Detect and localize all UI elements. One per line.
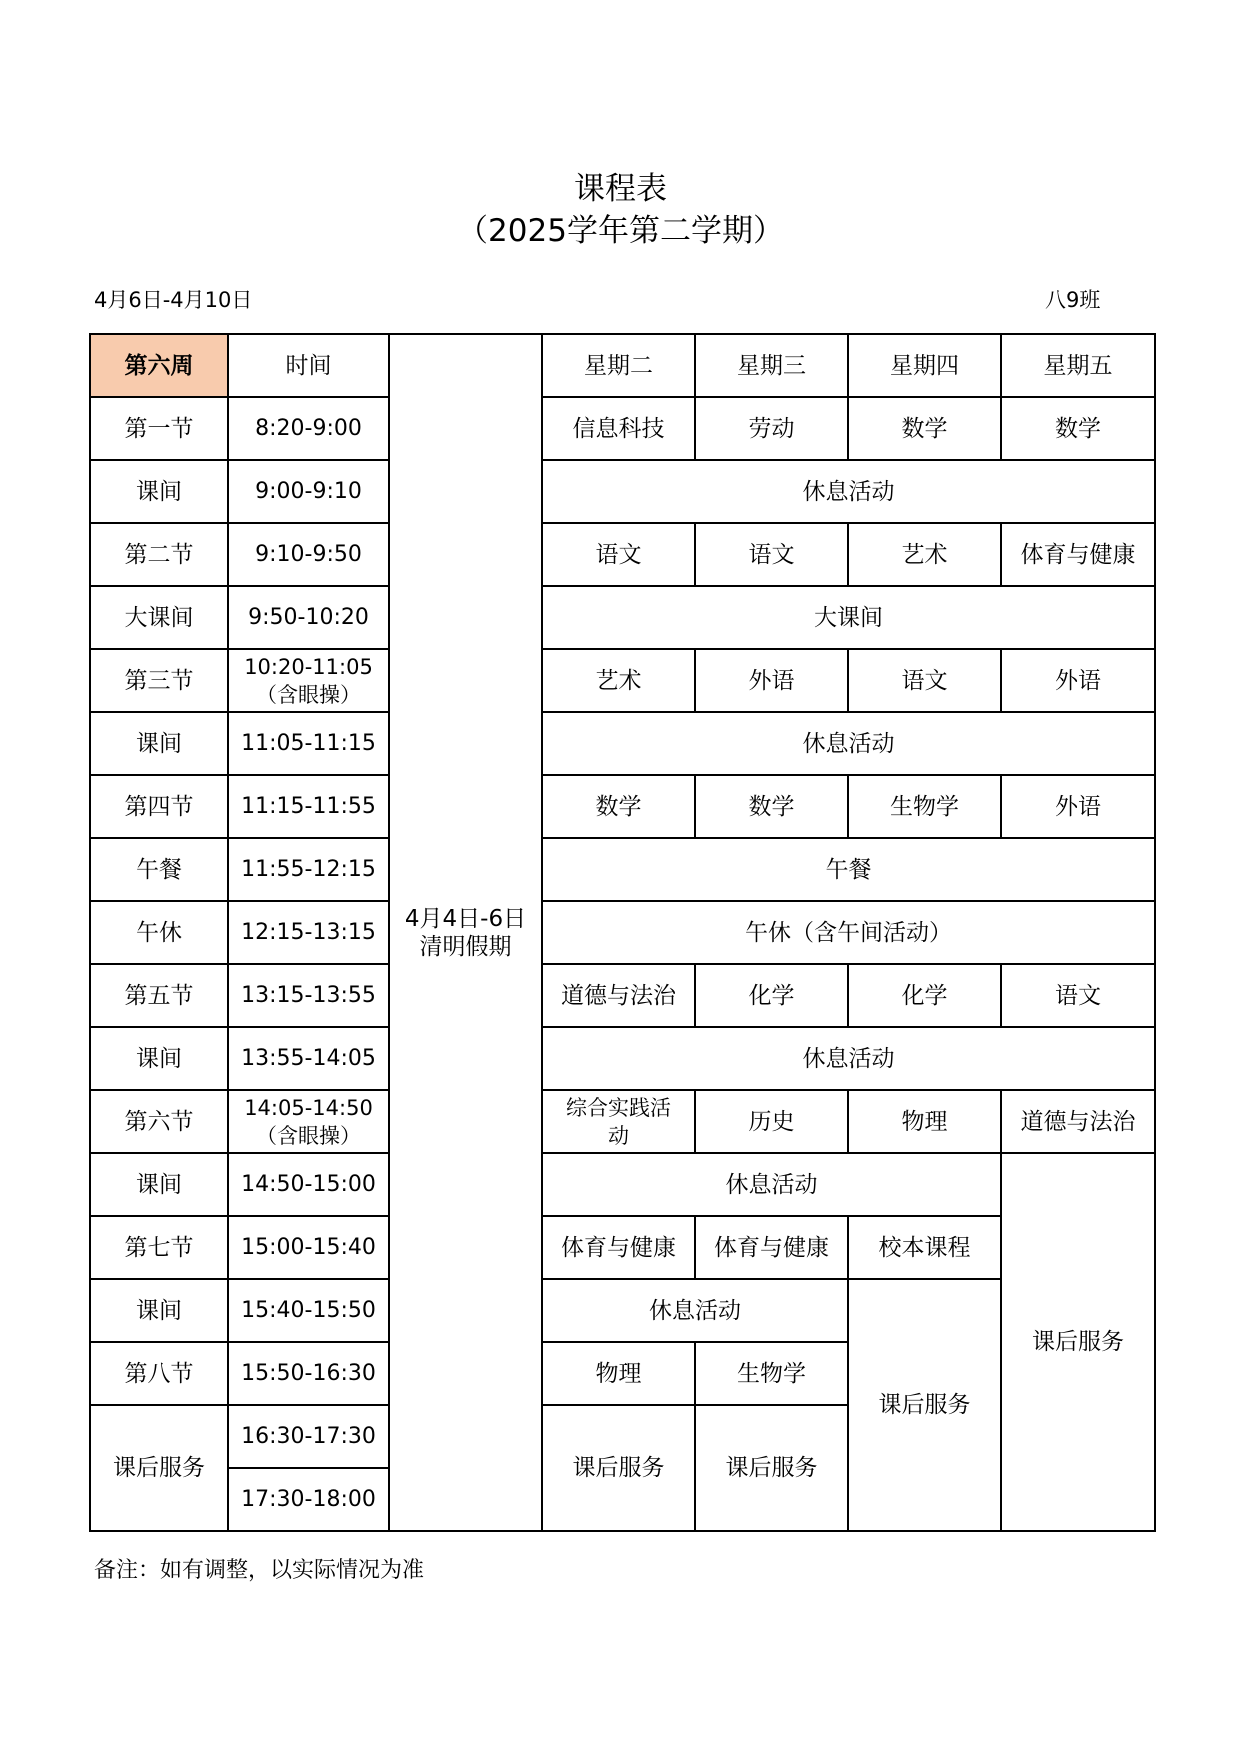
period-label: 午休	[90, 901, 228, 964]
period-time: 14:05-14:50 （含眼操）	[228, 1090, 389, 1153]
period-label: 第六节	[90, 1090, 228, 1153]
course-cell: 道德与法治	[542, 964, 695, 1027]
date-range: 4月6日-4月10日	[94, 288, 253, 312]
period-time: 14:50-15:00	[228, 1153, 389, 1216]
day-header-wed: 星期三	[695, 334, 848, 397]
course-cell: 外语	[1001, 649, 1155, 712]
page-subtitle: （2025学年第二学期）	[457, 213, 784, 249]
course-cell: 语文	[695, 523, 848, 586]
course-cell: 历史	[695, 1090, 848, 1153]
period-label: 课间	[90, 460, 228, 523]
period-time: 11:55-12:15	[228, 838, 389, 901]
day-header-thu: 星期四	[848, 334, 1001, 397]
course-cell: 生物学	[695, 1342, 848, 1405]
period-time: 8:20-9:00	[228, 397, 389, 460]
period-time: 9:10-9:50	[228, 523, 389, 586]
course-cell: 体育与健康	[1001, 523, 1155, 586]
merged-activity-cell: 休息活动	[542, 1279, 848, 1342]
course-cell: 艺术	[542, 649, 695, 712]
merged-activity-cell: 大课间	[542, 586, 1155, 649]
period-time: 13:55-14:05	[228, 1027, 389, 1090]
course-cell: 数学	[542, 775, 695, 838]
course-cell: 劳动	[695, 397, 848, 460]
period-label: 午餐	[90, 838, 228, 901]
period-label: 第三节	[90, 649, 228, 712]
period-label: 课间	[90, 1027, 228, 1090]
page-title: 课程表	[574, 171, 667, 207]
course-cell: 数学	[695, 775, 848, 838]
time-header: 时间	[228, 334, 389, 397]
course-cell: 体育与健康	[542, 1216, 695, 1279]
merged-activity-cell: 休息活动	[542, 1153, 1001, 1216]
course-cell: 信息科技	[542, 397, 695, 460]
period-time: 15:40-15:50	[228, 1279, 389, 1342]
course-cell: 语文	[848, 649, 1001, 712]
merged-activity-cell: 午休（含午间活动）	[542, 901, 1155, 964]
course-cell: 语文	[542, 523, 695, 586]
period-label: 第五节	[90, 964, 228, 1027]
course-cell: 体育与健康	[695, 1216, 848, 1279]
course-cell: 外语	[695, 649, 848, 712]
period-label: 课间	[90, 1279, 228, 1342]
period-label: 第四节	[90, 775, 228, 838]
period-label: 课间	[90, 1153, 228, 1216]
after-school-thu: 课后服务	[848, 1279, 1001, 1531]
course-cell: 生物学	[848, 775, 1001, 838]
period-time: 10:20-11:05 （含眼操）	[228, 649, 389, 712]
period-label: 第一节	[90, 397, 228, 460]
day-header-tue: 星期二	[542, 334, 695, 397]
after-school-wed: 课后服务	[695, 1405, 848, 1531]
course-cell: 化学	[695, 964, 848, 1027]
after-school-fri: 课后服务	[1001, 1153, 1155, 1531]
course-cell: 数学	[1001, 397, 1155, 460]
period-label: 第七节	[90, 1216, 228, 1279]
after-school-tue: 课后服务	[542, 1405, 695, 1531]
week-label: 第六周	[90, 334, 228, 397]
period-label: 第八节	[90, 1342, 228, 1405]
course-cell: 化学	[848, 964, 1001, 1027]
course-cell: 物理	[542, 1342, 695, 1405]
course-cell: 校本课程	[848, 1216, 1001, 1279]
period-time: 13:15-13:55	[228, 964, 389, 1027]
course-cell: 艺术	[848, 523, 1001, 586]
period-time: 15:50-16:30	[228, 1342, 389, 1405]
holiday-cell: 4月4日-6日 清明假期	[389, 334, 542, 1531]
period-label: 大课间	[90, 586, 228, 649]
period-time: 9:50-10:20	[228, 586, 389, 649]
class-name: 八9班	[1045, 288, 1101, 312]
day-header-fri: 星期五	[1001, 334, 1155, 397]
course-cell: 道德与法治	[1001, 1090, 1155, 1153]
merged-activity-cell: 休息活动	[542, 1027, 1155, 1090]
footnote: 备注：如有调整，以实际情况为准	[94, 1558, 425, 1583]
period-time: 15:00-15:40	[228, 1216, 389, 1279]
course-cell: 物理	[848, 1090, 1001, 1153]
period-time: 11:05-11:15	[228, 712, 389, 775]
period-time: 9:00-9:10	[228, 460, 389, 523]
course-cell: 外语	[1001, 775, 1155, 838]
period-time: 16:30-17:30	[228, 1405, 389, 1468]
period-time: 12:15-13:15	[228, 901, 389, 964]
merged-activity-cell: 休息活动	[542, 460, 1155, 523]
schedule-table	[89, 333, 1154, 1531]
period-time: 17:30-18:00	[228, 1468, 389, 1531]
period-label: 课后服务	[90, 1405, 228, 1531]
merged-activity-cell: 午餐	[542, 838, 1155, 901]
course-cell: 数学	[848, 397, 1001, 460]
period-label: 课间	[90, 712, 228, 775]
period-time: 11:15-11:55	[228, 775, 389, 838]
course-cell: 语文	[1001, 964, 1155, 1027]
merged-activity-cell: 休息活动	[542, 712, 1155, 775]
course-cell: 综合实践活 动	[542, 1090, 695, 1153]
period-label: 第二节	[90, 523, 228, 586]
